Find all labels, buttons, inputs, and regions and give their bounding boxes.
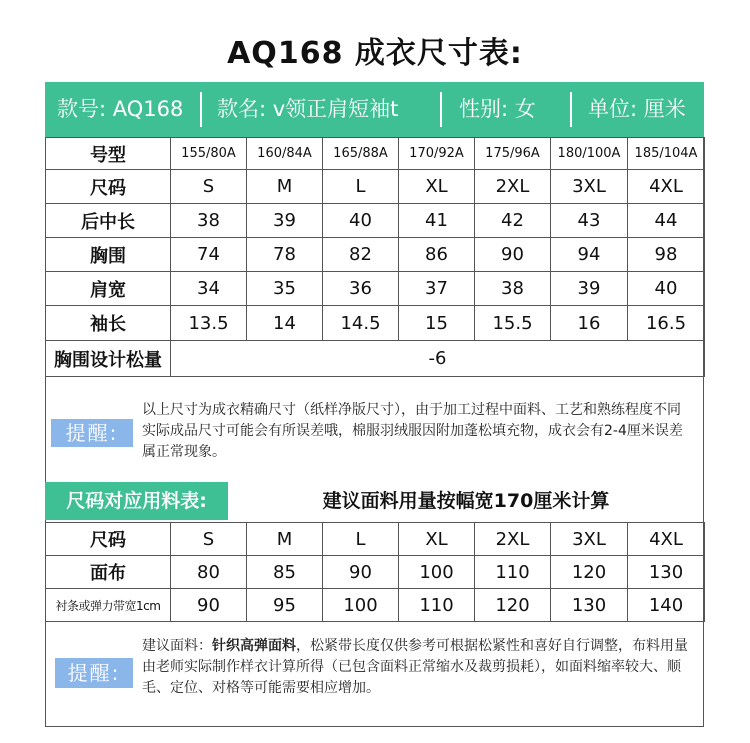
table-cell: 82 bbox=[323, 238, 399, 272]
table-cell: 80 bbox=[171, 556, 247, 589]
table-cell: 37 bbox=[399, 272, 475, 306]
table-cell: 185/104A bbox=[628, 138, 705, 170]
ease-value: -6 bbox=[171, 341, 705, 377]
fabric-reminder-badge: 提醒: bbox=[55, 658, 133, 688]
table-cell: 40 bbox=[628, 272, 705, 306]
table-cell: 38 bbox=[475, 272, 551, 306]
table-cell: 74 bbox=[171, 238, 247, 272]
table-cell: 180/100A bbox=[551, 138, 628, 170]
table-cell: 3XL bbox=[551, 523, 628, 556]
table-cell: L bbox=[323, 523, 399, 556]
table-cell: 4XL bbox=[628, 523, 705, 556]
style-number: 款号: AQ168 bbox=[57, 97, 184, 121]
table-row bbox=[46, 306, 705, 341]
row-label: 肩宽 bbox=[46, 272, 171, 306]
table-row bbox=[46, 341, 705, 377]
table-cell: 120 bbox=[475, 589, 551, 622]
table-cell: 110 bbox=[475, 556, 551, 589]
table-cell: 15 bbox=[399, 306, 475, 341]
table-cell: 110 bbox=[399, 589, 475, 622]
table-cell: 160/84A bbox=[247, 138, 323, 170]
table-cell: 3XL bbox=[551, 170, 628, 204]
table-cell: 41 bbox=[399, 204, 475, 238]
table-cell: 35 bbox=[247, 272, 323, 306]
table-cell: 4XL bbox=[628, 170, 705, 204]
table-cell: 165/88A bbox=[323, 138, 399, 170]
table-cell: 140 bbox=[628, 589, 705, 622]
table-cell: 130 bbox=[551, 589, 628, 622]
table-cell: S bbox=[171, 170, 247, 204]
table-cell: 16.5 bbox=[628, 306, 705, 341]
fabric-reminder-box bbox=[45, 622, 704, 725]
table-cell: 2XL bbox=[475, 170, 551, 204]
table-cell: 38 bbox=[171, 204, 247, 238]
row-label: 胸围 bbox=[46, 238, 171, 272]
table-cell: 175/96A bbox=[475, 138, 551, 170]
size-table bbox=[45, 137, 705, 377]
table-cell: 98 bbox=[628, 238, 705, 272]
table-row bbox=[46, 138, 705, 170]
table-cell: L bbox=[323, 170, 399, 204]
row-label: 尺码 bbox=[46, 170, 171, 204]
fabric-table bbox=[45, 522, 705, 622]
table-cell: 90 bbox=[475, 238, 551, 272]
table-cell: 39 bbox=[247, 204, 323, 238]
header-bar bbox=[45, 82, 704, 137]
fabric-reminder-prefix: 建议面料： bbox=[142, 638, 212, 654]
table-cell: 2XL bbox=[475, 523, 551, 556]
table-cell: 34 bbox=[171, 272, 247, 306]
table-cell: 90 bbox=[323, 556, 399, 589]
table-cell: 36 bbox=[323, 272, 399, 306]
table-cell: 15.5 bbox=[475, 306, 551, 341]
ease-label: 胸围设计松量 bbox=[46, 341, 171, 377]
table-cell: 155/80A bbox=[171, 138, 247, 170]
table-row bbox=[46, 238, 705, 272]
table-cell: 95 bbox=[247, 589, 323, 622]
row-label: 尺码 bbox=[46, 523, 171, 556]
header-divider bbox=[440, 92, 442, 127]
table-cell: S bbox=[171, 523, 247, 556]
table-cell: 16 bbox=[551, 306, 628, 341]
fabric-section-title: 建议面料用量按幅宽170厘米计算 bbox=[322, 490, 610, 512]
row-label: 衬条或弹力带宽1cm bbox=[46, 589, 171, 622]
table-cell: M bbox=[247, 523, 323, 556]
row-label: 袖长 bbox=[46, 306, 171, 341]
table-cell: 39 bbox=[551, 272, 628, 306]
table-cell: 42 bbox=[475, 204, 551, 238]
table-row bbox=[46, 272, 705, 306]
reminder-badge: 提醒: bbox=[51, 419, 133, 447]
page-title: AQ168 成衣尺寸表: bbox=[227, 36, 523, 71]
table-cell: 44 bbox=[628, 204, 705, 238]
table-cell: 130 bbox=[628, 556, 705, 589]
table-row bbox=[46, 523, 705, 556]
table-cell: 94 bbox=[551, 238, 628, 272]
table-cell: 85 bbox=[247, 556, 323, 589]
fabric-reminder-body: ，松紧带长度仅供参考可根据松紧性和喜好自行调整，布料用量由老师实际制作样衣计算所得（已包含面料正常缩水及裁剪损耗），如面料缩率较大、顺毛、定位、对格等可能需要相应增加。 bbox=[142, 638, 688, 696]
table-cell: 86 bbox=[399, 238, 475, 272]
table-cell: 40 bbox=[323, 204, 399, 238]
table-cell: 14 bbox=[247, 306, 323, 341]
fabric-reminder-bold: 针织高弹面料 bbox=[212, 638, 296, 654]
table-cell: 43 bbox=[551, 204, 628, 238]
table-cell: 14.5 bbox=[323, 306, 399, 341]
fabric-section-label: 尺码对应用料表: bbox=[45, 482, 228, 520]
table-cell: 90 bbox=[171, 589, 247, 622]
table-cell: XL bbox=[399, 170, 475, 204]
header-divider bbox=[570, 92, 572, 127]
table-cell: 78 bbox=[247, 238, 323, 272]
fabric-reminder-text bbox=[142, 636, 694, 699]
table-row bbox=[46, 170, 705, 204]
reminder-text: 以上尺寸为成衣精确尺寸（纸样净版尺寸），由于加工过程中面料、工艺和熟练程度不同实际成品尺寸可能会有所误差哦，棉服羽绒服因附加蓬松填充物，成衣会有2-4厘米误差属正常现象。 bbox=[142, 402, 683, 460]
table-cell: XL bbox=[399, 523, 475, 556]
row-label: 号型 bbox=[46, 138, 171, 170]
table-cell: 100 bbox=[399, 556, 475, 589]
gender: 性别: 女 bbox=[459, 97, 536, 121]
table-cell: M bbox=[247, 170, 323, 204]
row-label: 面布 bbox=[46, 556, 171, 589]
reminder-box bbox=[45, 376, 704, 482]
table-row bbox=[46, 204, 705, 238]
unit: 单位: 厘米 bbox=[588, 97, 686, 121]
table-cell: 100 bbox=[323, 589, 399, 622]
table-cell: 170/92A bbox=[399, 138, 475, 170]
table-cell: 13.5 bbox=[171, 306, 247, 341]
table-row bbox=[46, 556, 705, 589]
table-row bbox=[46, 589, 705, 622]
header-divider bbox=[200, 92, 202, 127]
style-name: 款名: v领正肩短袖t bbox=[217, 97, 399, 121]
row-label: 后中长 bbox=[46, 204, 171, 238]
table-cell: 120 bbox=[551, 556, 628, 589]
